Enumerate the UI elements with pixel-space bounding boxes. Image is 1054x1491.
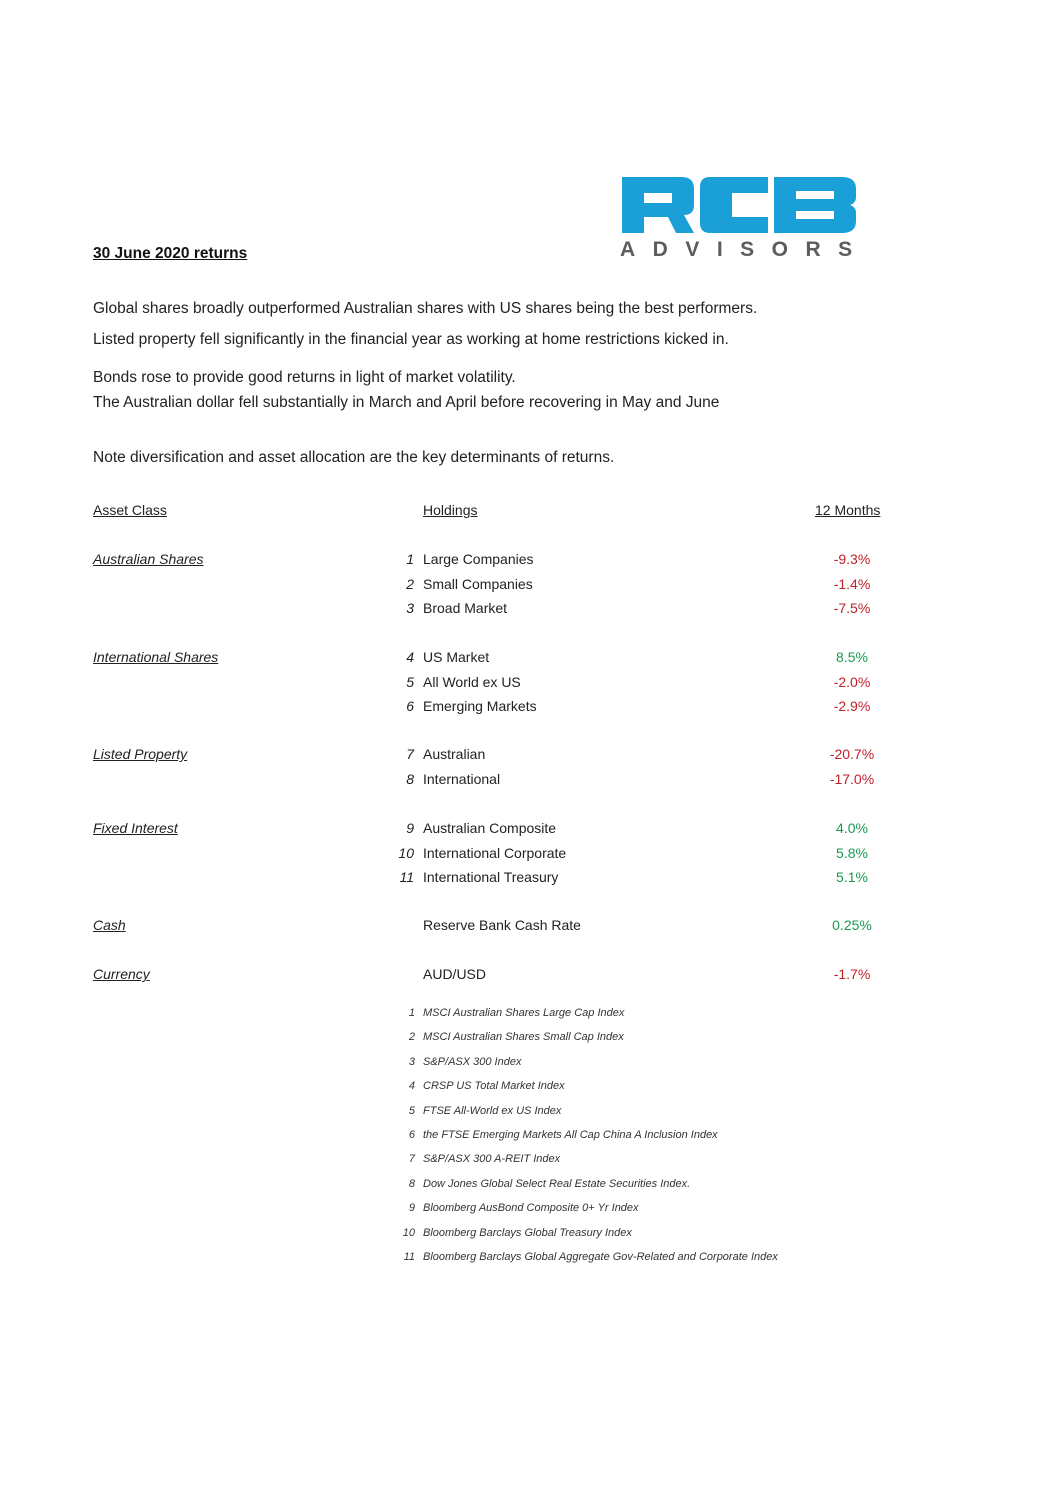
summary-paragraph: Bonds rose to provide good returns in light of market volatility. (93, 369, 516, 386)
holding-name: Large Companies (423, 551, 534, 567)
return-value: -20.7% (829, 746, 875, 762)
return-value: 4.0% (836, 820, 868, 836)
footnote-ref-number: 8 (408, 1178, 415, 1190)
footnote-text: Bloomberg Barclays Global Aggregate Gov-Related and Corporate Index (423, 1251, 778, 1263)
holding-name: Emerging Markets (423, 698, 537, 714)
summary-paragraph: The Australian dollar fell substantially in March and April before recovering in May and June (93, 394, 720, 411)
return-value: 8.5% (836, 649, 868, 665)
footnote-text: Bloomberg AusBond Composite 0+ Yr Index (423, 1202, 639, 1214)
return-value: 5.8% (836, 845, 868, 861)
return-value: -7.5% (833, 600, 871, 616)
return-value: -1.7% (833, 966, 871, 982)
return-value: -2.0% (833, 674, 871, 690)
return-value: 5.1% (836, 869, 868, 885)
holding-name: Australian Composite (423, 820, 557, 836)
footnote-text: FTSE All-World ex US Index (423, 1105, 562, 1117)
footnote-ref-number: 11 (403, 1251, 415, 1263)
footnote-text: the FTSE Emerging Markets All Cap China A Inclusion Index (423, 1129, 718, 1141)
holding-name: Australian (423, 746, 486, 762)
holding-ref-number: 7 (406, 746, 414, 762)
asset-class-label: Currency (93, 966, 150, 982)
holding-ref-number: 1 (406, 551, 414, 567)
holding-name: AUD/USD (423, 966, 487, 982)
return-value: -1.4% (833, 576, 871, 592)
header-12-months: 12 Months (815, 502, 881, 518)
footnote-text: MSCI Australian Shares Large Cap Index (423, 1007, 625, 1019)
asset-class-label: Cash (93, 917, 126, 933)
note-paragraph: Note diversification and asset allocation are the key determinants of returns. (93, 449, 615, 466)
holding-name: US Market (423, 649, 490, 665)
holding-name: All World ex US (423, 674, 521, 690)
page-title: 30 June 2020 returns (93, 245, 248, 262)
footnote-text: S&P/ASX 300 Index (423, 1056, 522, 1068)
footnote-ref-number: 3 (408, 1056, 415, 1068)
holding-ref-number: 3 (406, 600, 414, 616)
return-value: -9.3% (833, 551, 871, 567)
rcb-logo-mark-icon (620, 175, 860, 235)
holding-ref-number: 10 (398, 845, 414, 861)
footnote-text: S&P/ASX 300 A-REIT Index (423, 1153, 561, 1165)
holding-ref-number: 11 (399, 869, 414, 885)
footnote-ref-number: 10 (402, 1227, 415, 1239)
asset-class-label: Fixed Interest (93, 820, 178, 836)
return-value: -2.9% (833, 698, 871, 714)
rcb-advisors-logo (620, 175, 870, 265)
asset-class-label: Australian Shares (93, 551, 204, 567)
holding-ref-number: 2 (406, 576, 414, 592)
holding-name: International Treasury (423, 869, 559, 885)
holding-ref-number: 6 (406, 698, 414, 714)
return-value: -17.0% (829, 771, 875, 787)
footnote-ref-number: 4 (408, 1080, 415, 1092)
holding-name: Broad Market (423, 600, 508, 616)
holding-ref-number: 4 (406, 649, 414, 665)
footnote-ref-number: 6 (408, 1129, 415, 1141)
header-holdings: Holdings (423, 502, 478, 518)
footnote-ref-number: 7 (408, 1153, 415, 1165)
footnote-text: Dow Jones Global Select Real Estate Securities Index. (423, 1178, 691, 1190)
footnote-ref-number: 1 (408, 1007, 415, 1019)
holding-name: Small Companies (423, 576, 533, 592)
footnote-ref-number: 9 (408, 1202, 415, 1214)
footnote-ref-number: 5 (408, 1105, 415, 1117)
footnote-text: Bloomberg Barclays Global Treasury Index (423, 1227, 632, 1239)
holding-ref-number: 8 (406, 771, 414, 787)
holding-name: International (423, 771, 501, 787)
return-value: 0.25% (832, 917, 872, 933)
holding-name: Reserve Bank Cash Rate (423, 917, 581, 933)
header-asset-class: Asset Class (93, 502, 167, 518)
holding-ref-number: 5 (406, 674, 414, 690)
logo-subtitle: ADVISORS (620, 238, 870, 261)
holding-name: International Corporate (423, 845, 567, 861)
asset-class-label: Listed Property (93, 746, 188, 762)
summary-paragraph: Global shares broadly outperformed Australian shares with US shares being the best performers. (93, 300, 758, 317)
footnote-ref-number: 2 (408, 1031, 415, 1043)
summary-paragraph: Listed property fell significantly in the financial year as working at home restrictions kicked in. (93, 331, 729, 348)
footnote-text: CRSP US Total Market Index (423, 1080, 565, 1092)
holding-ref-number: 9 (406, 820, 414, 836)
footnote-text: MSCI Australian Shares Small Cap Index (423, 1031, 624, 1043)
asset-class-label: International Shares (93, 649, 219, 665)
